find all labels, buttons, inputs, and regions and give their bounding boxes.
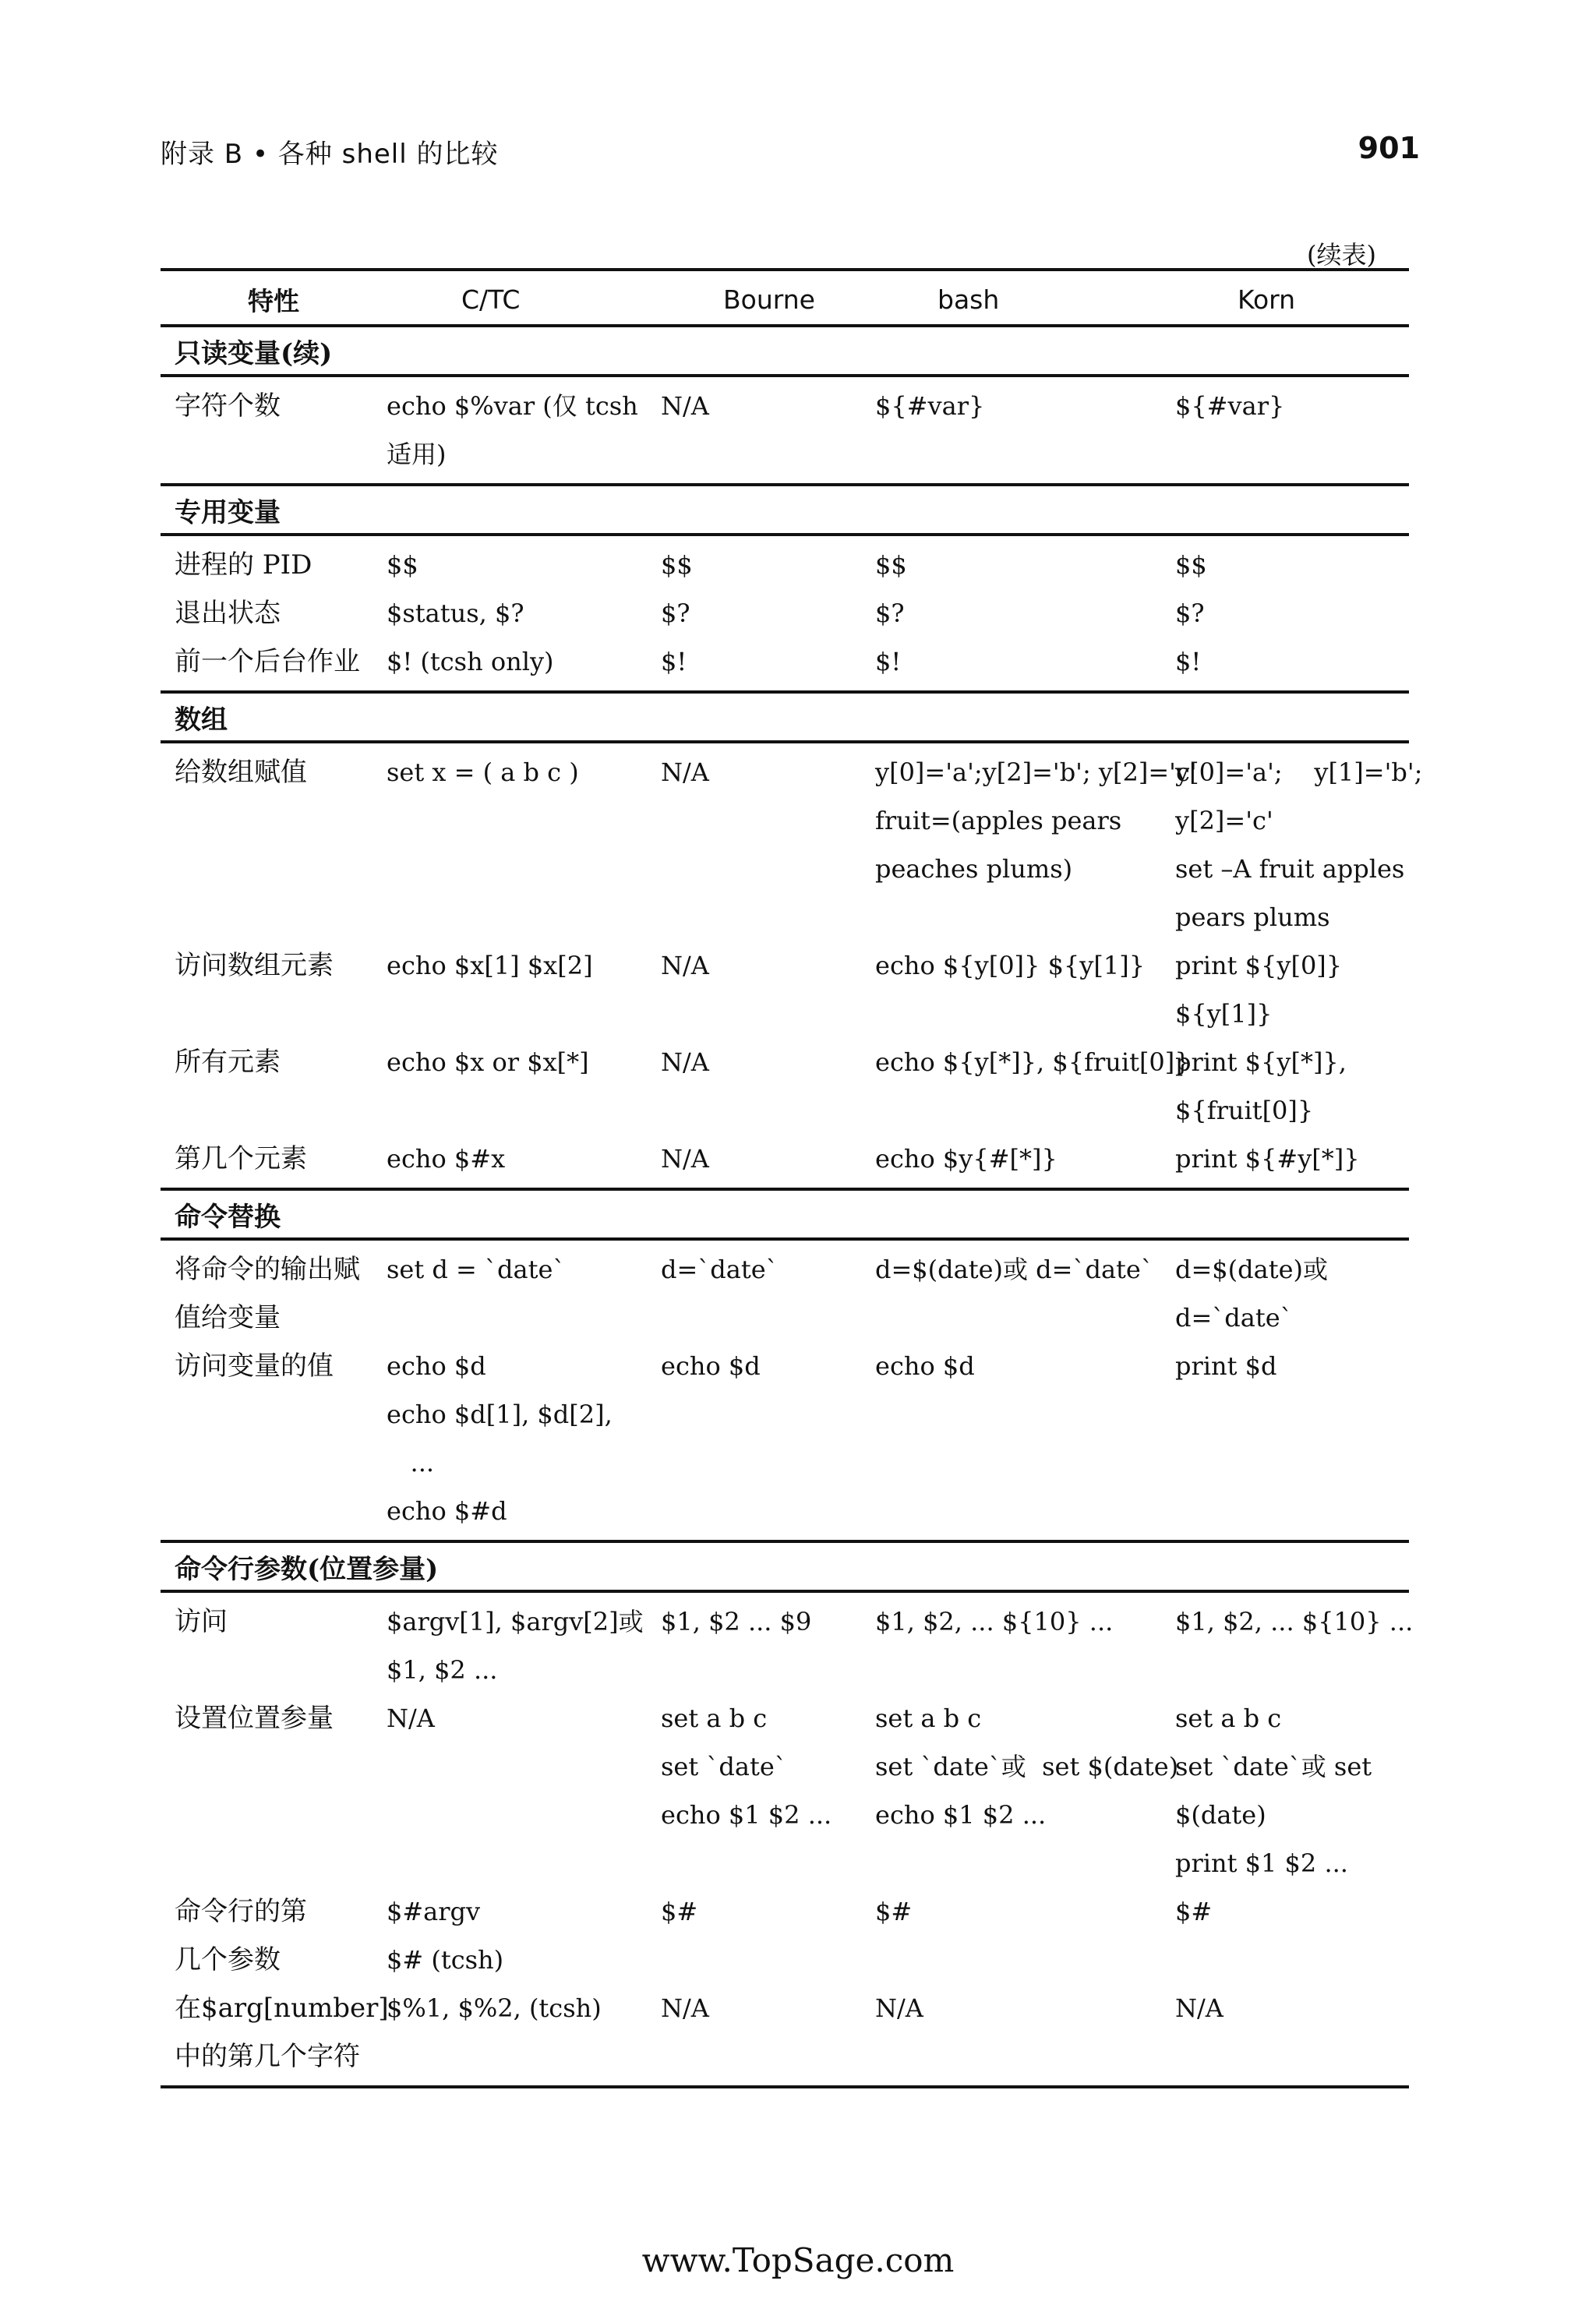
table-header-row: [161, 270, 1409, 326]
cell-bash: [875, 376, 1175, 485]
cell-feature: [161, 941, 387, 1038]
footer-url: www.TopSage.com: [641, 2241, 955, 2279]
table-row: [161, 589, 1409, 637]
cell-line: fruit=(apples pears: [875, 806, 1122, 835]
cell-bourne: [661, 1135, 875, 1189]
cell-line: 前一个后台作业: [175, 646, 360, 677]
cell-bourne: [661, 376, 875, 485]
cell-korn: [1175, 589, 1409, 637]
cell-feature: [161, 535, 387, 589]
cell-line: $%1, $%2, (tcsh): [387, 1993, 602, 2023]
cell-line: $# (tcsh): [387, 1945, 504, 1975]
cell-line: peaches plums): [875, 854, 1073, 884]
cell-ctc: [387, 1984, 661, 2087]
cell-line: echo $%var (仅 tcsh: [387, 391, 638, 421]
cell-line: echo $d: [875, 1351, 975, 1381]
cell-line: echo $d[1], $d[2],: [387, 1400, 613, 1429]
cell-line: 第几个元素: [175, 1143, 307, 1174]
cell-ctc: [387, 1239, 661, 1342]
cell-line: ${#var}: [875, 391, 985, 421]
cell-line: 字符个数: [175, 390, 281, 422]
cell-bash: [875, 1342, 1175, 1541]
cell-line: 访问变量的值: [175, 1350, 334, 1382]
cell-line: $#: [875, 1897, 913, 1926]
cell-line: $!: [1175, 647, 1202, 676]
cell-line: print ${y[0]}: [1175, 951, 1343, 980]
cell-ctc: [387, 637, 661, 692]
section-title: 只读变量(续): [161, 326, 1409, 376]
cell-line: echo ${y[*]}, ${fruit[0]}: [875, 1047, 1191, 1077]
cell-bash: [875, 535, 1175, 589]
section-row: [161, 326, 1409, 376]
section-title: 专用变量: [161, 485, 1409, 535]
cell-bourne: [661, 941, 875, 1038]
cell-line: print ${y[*]},: [1175, 1047, 1347, 1077]
shell-comparison-table-wrapper: [161, 268, 1423, 2088]
cell-line: $! (tcsh only): [387, 647, 554, 676]
cell-feature: [161, 1038, 387, 1135]
cell-line: ${fruit[0]}: [1175, 1096, 1314, 1125]
cell-bourne: [661, 742, 875, 941]
table-row: [161, 941, 1409, 1038]
cell-line: 值给变量: [175, 1302, 281, 1333]
cell-line: N/A: [1175, 1993, 1223, 2023]
section-title: 数组: [161, 692, 1409, 742]
cell-line: $#: [661, 1897, 698, 1926]
cell-korn: [1175, 376, 1409, 485]
cell-korn: [1175, 1887, 1409, 1984]
cell-korn: [1175, 1342, 1409, 1541]
cell-ctc: [387, 535, 661, 589]
cell-bourne: [661, 1342, 875, 1541]
section-row: [161, 1189, 1409, 1239]
table-row: [161, 1694, 1409, 1887]
cell-feature: [161, 376, 387, 485]
cell-line: echo ${y[0]} ${y[1]}: [875, 951, 1146, 980]
table-row: [161, 1591, 1409, 1694]
section-title: 命令替换: [161, 1189, 1409, 1239]
cell-line: 进程的 PID: [175, 549, 312, 581]
cell-bash: [875, 1135, 1175, 1189]
cell-line: ...: [387, 1448, 435, 1478]
cell-line: set d = `date`: [387, 1255, 566, 1284]
cell-line: pears plums: [1175, 902, 1330, 932]
cell-line: $1, $2, ... ${10} ...: [875, 1607, 1114, 1636]
cell-korn: [1175, 941, 1409, 1038]
cell-bourne: [661, 1038, 875, 1135]
cell-line: $1, $2 ... $9: [661, 1607, 812, 1636]
table-row: [161, 1038, 1409, 1135]
cell-line: d=`date`: [1175, 1303, 1293, 1333]
header-feature: 特性: [161, 270, 387, 326]
cell-bourne: [661, 1591, 875, 1694]
table-row: [161, 1342, 1409, 1541]
cell-ctc: [387, 1038, 661, 1135]
cell-bourne: [661, 637, 875, 692]
cell-line: y[0]='a'; y[1]='b';: [1175, 757, 1423, 787]
cell-line: 将命令的输出赋: [175, 1254, 360, 1285]
cell-line: echo $x[1] $x[2]: [387, 951, 593, 980]
table-row: [161, 535, 1409, 589]
cell-line: N/A: [661, 391, 709, 421]
cell-korn: [1175, 637, 1409, 692]
cell-line: echo $y{#[*]}: [875, 1144, 1058, 1174]
cell-bash: [875, 742, 1197, 941]
shell-comparison-table: [161, 268, 1423, 2088]
cell-line: print $d: [1175, 1351, 1277, 1381]
cell-feature: [161, 1342, 387, 1541]
cell-line: N/A: [387, 1703, 435, 1733]
header-ctc: C/TC: [387, 270, 661, 326]
header-bash: bash: [875, 270, 1175, 326]
cell-line: d=`date`: [661, 1255, 779, 1284]
cell-line: d=$(date)或: [1175, 1255, 1328, 1284]
cell-korn: [1175, 1591, 1414, 1694]
cell-line: N/A: [661, 951, 709, 980]
cell-line: echo $1 $2 ...: [875, 1800, 1047, 1830]
cell-line: 命令行的第: [175, 1896, 307, 1927]
cell-line: y[0]='a';y[2]='b'; y[2]='c': [875, 757, 1197, 787]
cell-line: set –A fruit apples: [1175, 854, 1405, 884]
cell-line: 适用): [387, 440, 447, 469]
cell-korn: [1175, 1984, 1409, 2087]
cell-line: N/A: [661, 1993, 709, 2023]
cell-ctc: [387, 1591, 661, 1694]
cell-line: 访问数组元素: [175, 950, 334, 981]
table-body: [161, 326, 1423, 2087]
cell-line: N/A: [661, 757, 709, 787]
cell-bash: [875, 1038, 1191, 1135]
cell-bourne: [661, 1984, 875, 2087]
cell-feature: [161, 1591, 387, 1694]
cell-korn: [1175, 742, 1423, 941]
cell-line: y[2]='c': [1175, 806, 1273, 835]
cell-korn: [1175, 535, 1409, 589]
cell-line: $$: [1175, 550, 1207, 580]
cell-bash: [875, 1239, 1175, 1342]
cell-line: $(date): [1175, 1800, 1266, 1830]
cell-line: 所有元素: [175, 1047, 281, 1078]
running-head: 附录 B • 各种 shell 的比较: [161, 139, 499, 170]
cell-korn: [1175, 1135, 1409, 1189]
cell-line: $1, $2 ...: [387, 1655, 498, 1685]
table-row: [161, 376, 1409, 485]
cell-line: 设置位置参量: [175, 1703, 334, 1734]
table-row: [161, 1984, 1409, 2087]
cell-line: $!: [875, 647, 902, 676]
cell-line: $?: [661, 598, 690, 628]
cell-feature: [161, 1984, 387, 2087]
cell-line: 中的第几个字符: [175, 2041, 360, 2072]
cell-ctc: [387, 1694, 661, 1887]
cell-line: echo $x or $x[*]: [387, 1047, 589, 1077]
cell-korn: [1175, 1694, 1409, 1887]
section-row: [161, 692, 1409, 742]
cell-ctc: [387, 941, 661, 1038]
table-row: [161, 1239, 1409, 1342]
cell-bourne: [661, 1887, 875, 1984]
page-number: 901: [1358, 131, 1420, 165]
cell-line: d=$(date)或 d=`date`: [875, 1255, 1153, 1284]
cell-ctc: [387, 1135, 661, 1189]
cell-feature: [161, 637, 387, 692]
cell-line: $$: [387, 550, 418, 580]
cell-line: $!: [661, 647, 687, 676]
cell-feature: [161, 742, 387, 941]
section-row: [161, 1541, 1409, 1591]
cell-ctc: [387, 1342, 661, 1541]
cell-line: 访问: [175, 1606, 228, 1637]
cell-line: 在$arg[number]: [175, 1993, 389, 2024]
cell-line: 几个参数: [175, 1944, 281, 1975]
cell-bourne: [661, 1694, 875, 1887]
cell-bourne: [661, 535, 875, 589]
cell-line: $#: [1175, 1897, 1213, 1926]
cell-bash: [875, 941, 1175, 1038]
table-row: [161, 742, 1409, 941]
cell-feature: [161, 589, 387, 637]
section-title: 命令行参数(位置参量): [161, 1541, 1409, 1591]
header-bourne: Bourne: [661, 270, 875, 326]
cell-line: $status, $?: [387, 598, 524, 628]
cell-ctc: [387, 742, 661, 941]
cell-line: print $1 $2 ...: [1175, 1848, 1348, 1878]
cell-feature: [161, 1887, 387, 1984]
cell-ctc: [387, 376, 661, 485]
cell-bash: [875, 1984, 1175, 2087]
cell-line: $#argv: [387, 1897, 481, 1926]
cell-line: echo $d: [661, 1351, 761, 1381]
cell-line: echo $#d: [387, 1496, 507, 1526]
cell-ctc: [387, 1887, 661, 1984]
cell-bash: [875, 637, 1175, 692]
cell-line: ${y[1]}: [1175, 999, 1273, 1029]
cell-line: set `date`: [661, 1752, 787, 1781]
cell-bash: [875, 1694, 1179, 1887]
cell-feature: [161, 1239, 387, 1342]
cell-feature: [161, 1694, 387, 1887]
cell-line: N/A: [661, 1144, 709, 1174]
cell-korn: [1175, 1239, 1409, 1342]
table-row: [161, 1135, 1409, 1189]
continued-label: (续表): [1307, 240, 1376, 270]
cell-bourne: [661, 1239, 875, 1342]
cell-line: $1, $2, ... ${10} ...: [1175, 1607, 1414, 1636]
cell-bash: [875, 1591, 1175, 1694]
cell-line: $argv[1], $argv[2]或: [387, 1607, 644, 1636]
cell-line: $$: [875, 550, 907, 580]
cell-ctc: [387, 589, 661, 637]
section-row: [161, 485, 1409, 535]
cell-line: echo $#x: [387, 1144, 506, 1174]
cell-line: $$: [661, 550, 693, 580]
cell-bash: [875, 1887, 1175, 1984]
cell-line: set a b c: [661, 1703, 768, 1733]
cell-line: set x = ( a b c ): [387, 757, 579, 787]
cell-line: echo $d: [387, 1351, 486, 1381]
cell-line: ${#var}: [1175, 391, 1285, 421]
table-row: [161, 637, 1409, 692]
cell-line: set `date`或 set $(date): [875, 1752, 1179, 1781]
cell-bourne: [661, 589, 875, 637]
cell-bash: [875, 589, 1175, 637]
cell-line: echo $1 $2 ...: [661, 1800, 832, 1830]
table-row: [161, 1887, 1409, 1984]
cell-line: print ${#y[*]}: [1175, 1144, 1360, 1174]
cell-feature: [161, 1135, 387, 1189]
cell-line: 退出状态: [175, 598, 281, 629]
header-korn: Korn: [1175, 270, 1409, 326]
cell-line: $?: [1175, 598, 1205, 628]
cell-line: 给数组赋值: [175, 757, 307, 788]
cell-korn: [1175, 1038, 1409, 1135]
cell-line: $?: [875, 598, 905, 628]
cell-line: N/A: [661, 1047, 709, 1077]
cell-line: set `date`或 set: [1175, 1752, 1372, 1781]
cell-line: set a b c: [875, 1703, 982, 1733]
cell-line: set a b c: [1175, 1703, 1282, 1733]
cell-line: N/A: [875, 1993, 923, 2023]
